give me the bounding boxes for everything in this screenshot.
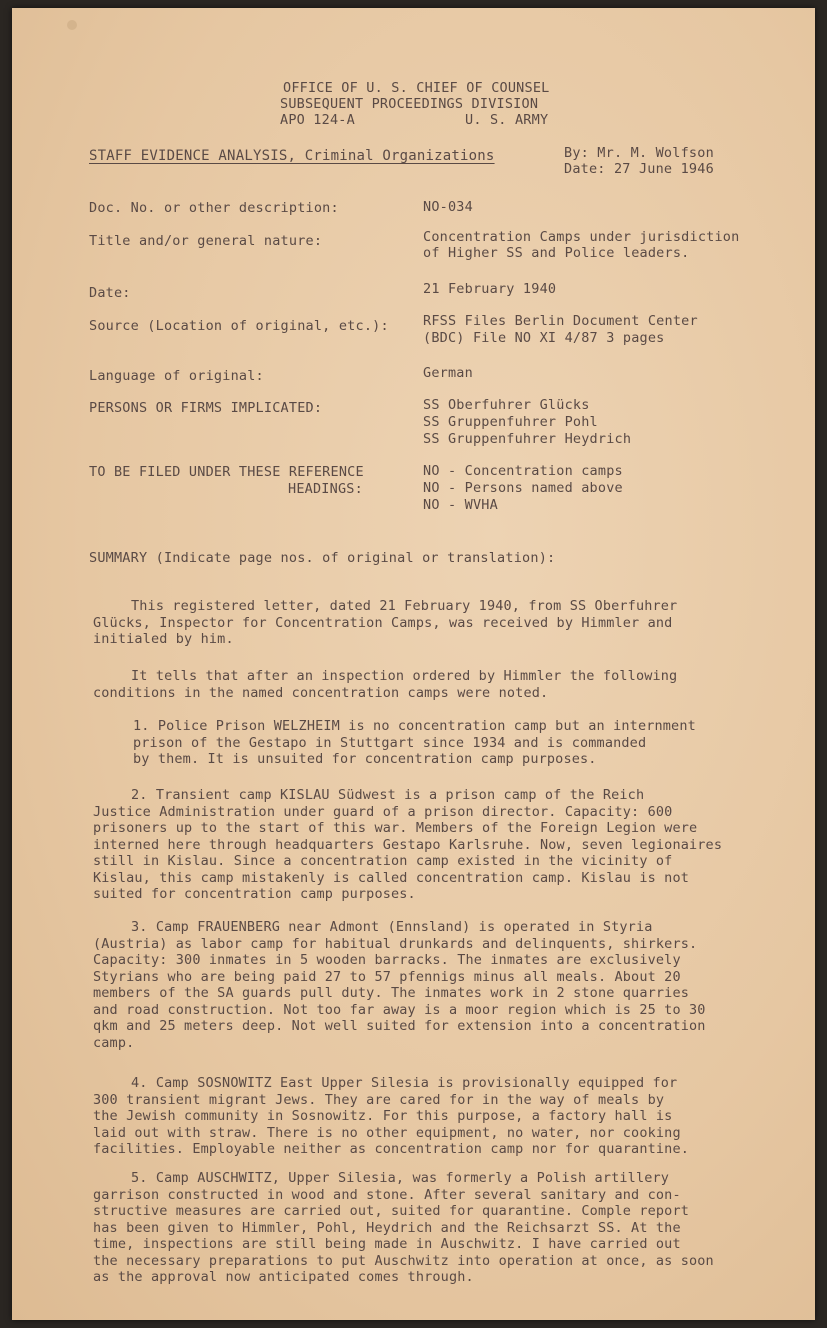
analysis-title: STAFF EVIDENCE ANALYSIS, Criminal Organizations bbox=[89, 148, 495, 164]
date-label: Date: bbox=[89, 285, 131, 301]
language-label: Language of original: bbox=[89, 368, 264, 384]
summary-item-2: 2. Transient camp KISLAU Südwest is a prison camp of the Reich Justice Administration under guard of a prison director. Capacity: 600 prisoners up to the start of this war. Members of the Foreign Legion were interned here through headquarters Gestapo Karlsruhe. Now, seven legionaires still in Kislau. Since a concentration camp existed in the vicinity of Kislau, this camp mistakenly is called concentration camp. Kislau is not suited for concentration camp purposes. bbox=[93, 787, 723, 902]
language-value: German bbox=[423, 365, 473, 381]
summary-item-1: 1. Police Prison WELZHEIM is no concentration camp but an internment prison of the Gestapo in Stuttgart since 1934 and is commanded by them. It is unsuited for concentration camp purposes. bbox=[133, 718, 696, 767]
header-apo: APO 124-A bbox=[280, 112, 355, 128]
persons-label: PERSONS OR FIRMS IMPLICATED: bbox=[89, 400, 323, 416]
person-item: SS Gruppenfuhrer Pohl bbox=[423, 414, 598, 430]
summary-heading: SUMMARY (Indicate page nos. of original or translation): bbox=[89, 550, 556, 566]
filed-label-1: TO BE FILED UNDER THESE REFERENCE bbox=[89, 464, 364, 480]
header-army: U. S. ARMY bbox=[465, 112, 549, 128]
doc-label: Doc. No. or other description: bbox=[89, 200, 339, 216]
analysis-date: Date: 27 June 1946 bbox=[564, 161, 714, 177]
header-office: OFFICE OF U. S. CHIEF OF COUNSEL bbox=[283, 80, 550, 96]
heading-item: NO - Concentration camps bbox=[423, 463, 623, 479]
document-page bbox=[12, 8, 815, 1320]
heading-item: NO - Persons named above bbox=[423, 480, 623, 496]
title-label: Title and/or general nature: bbox=[89, 233, 323, 249]
heading-item: NO - WVHA bbox=[423, 497, 498, 513]
person-item: SS Oberfuhrer Glücks bbox=[423, 397, 590, 413]
date-value: 21 February 1940 bbox=[423, 281, 557, 297]
title-value-1: Concentration Camps under jurisdiction bbox=[423, 229, 740, 245]
header-division: SUBSEQUENT PROCEEDINGS DIVISION bbox=[280, 96, 539, 112]
doc-value: NO-034 bbox=[423, 199, 473, 215]
source-value-1: RFSS Files Berlin Document Center bbox=[423, 313, 698, 329]
summary-item-3: 3. Camp FRAUENBERG near Admont (Ennsland) is operated in Styria (Austria) as labor camp for habitual drunkards and delinquents, shirkers. Capacity: 300 inmates in 5 wooden barracks. The inmates are exclusively Styrians who are being paid 27 to 57 pfennigs minus all meals. About 20 members of the SA guards pull duty. The inmates work in 2 stone quarries and road construction. Not too far away is a moor region which is 25 to 30 qkm and 25 meters deep. Not well suited for extension into a concentration camp. bbox=[93, 919, 706, 1051]
summary-tells: It tells that after an inspection ordered by Himmler the following conditions in the named concentration camps were noted. bbox=[93, 668, 678, 701]
title-value-2: of Higher SS and Police leaders. bbox=[423, 245, 690, 261]
paper-blemish bbox=[67, 20, 77, 30]
source-value-2: (BDC) File NO XI 4/87 3 pages bbox=[423, 330, 665, 346]
analysis-by: By: Mr. M. Wolfson bbox=[564, 145, 714, 161]
summary-item-4: 4. Camp SOSNOWITZ East Upper Silesia is provisionally equipped for 300 transient migrant Jews. They are cared for in the way of meals by the Jewish community in Sosnowitz. For this purpose, a factory hall is laid out with straw. There is no other equipment, no water, nor cooking facilities. Employable neither as concentration camp nor for quarantine. bbox=[93, 1075, 689, 1157]
summary-intro: This registered letter, dated 21 February 1940, from SS Oberfuhrer Glücks, Inspector for Concentration Camps, was received by Himmler and initialed by him. bbox=[93, 598, 678, 647]
filed-label-2: HEADINGS: bbox=[288, 481, 363, 497]
summary-item-5: 5. Camp AUSCHWITZ, Upper Silesia, was formerly a Polish artillery garrison constructed in wood and stone. After several sanitary and con- structive measures are carried out, suited for quarantine. Comple report has been given to Himmler, Pohl, Heydrich and the Reichsarzt SS. At the time, inspections are still being made in Auschwitz. I have carried out the necessary preparations to put Auschwitz into operation at once, as soon as the approval now anticipated comes through. bbox=[93, 1170, 714, 1285]
source-label: Source (Location of original, etc.): bbox=[89, 318, 389, 334]
person-item: SS Gruppenfuhrer Heydrich bbox=[423, 431, 632, 447]
